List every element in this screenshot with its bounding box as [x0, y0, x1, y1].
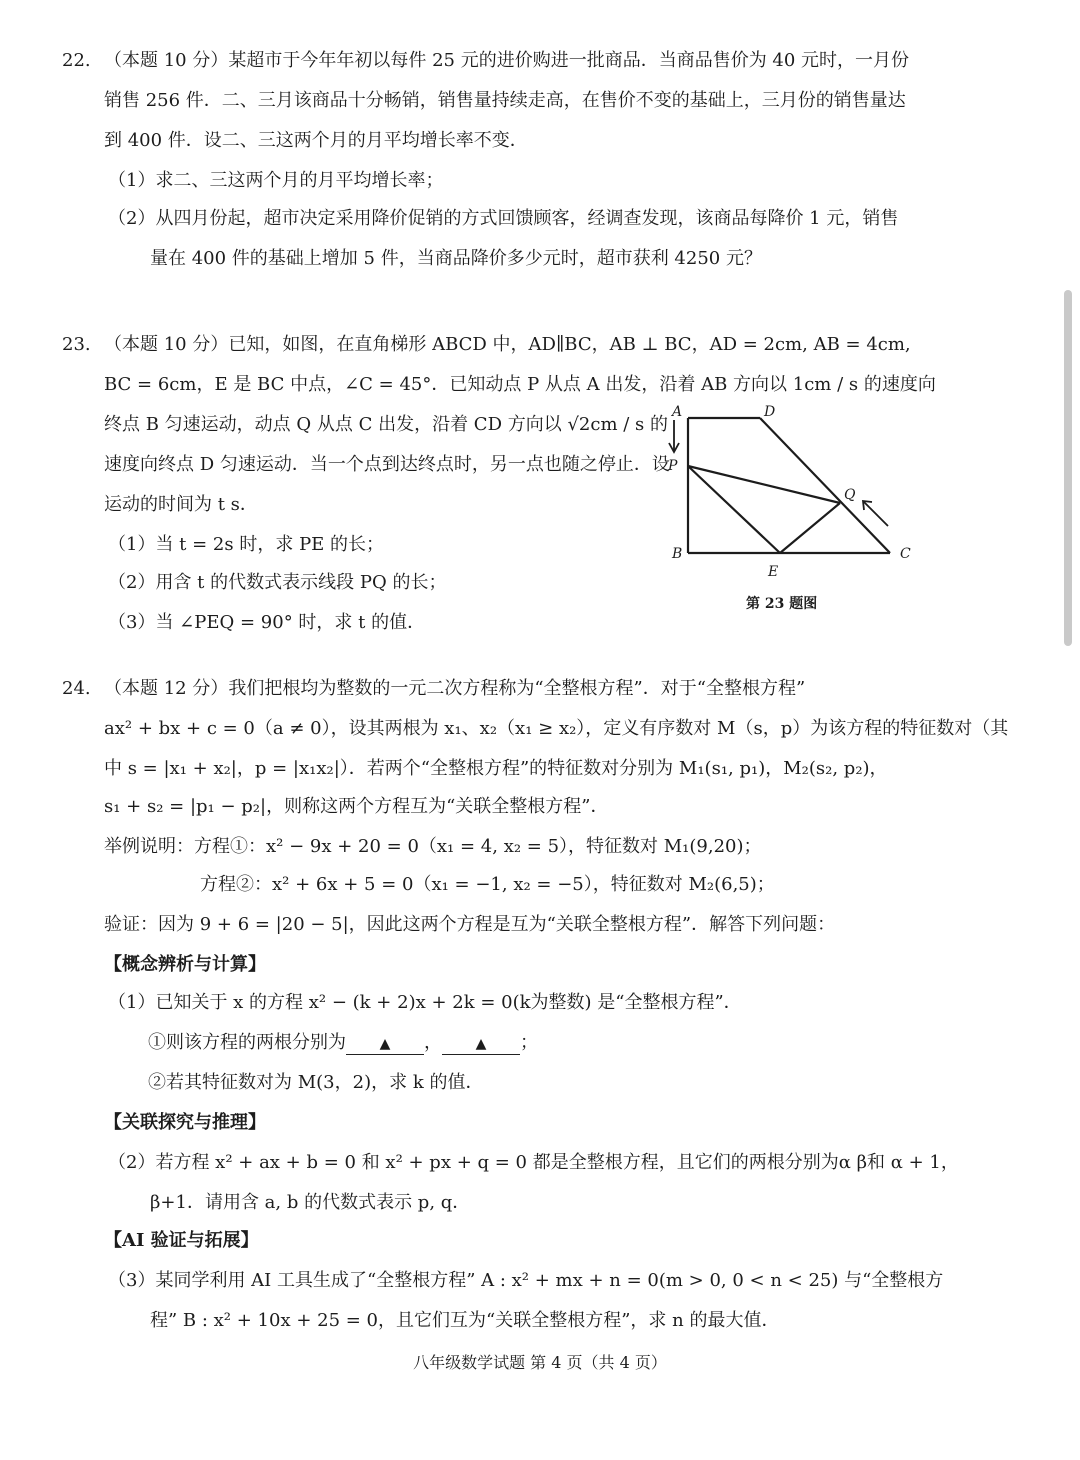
q24-part-3: （3）某同学利用 AI 工具生成了“全整根方程” A : x² + mx + n = 0(m > 0, 0 < n < 25) 与“全整根方 [108, 1270, 944, 1291]
label-e: E [768, 564, 779, 580]
q22-line-2: 销售 256 件．二、三月该商品十分畅销，销售量持续走高，在售价不变的基础上，三月份的销售量达 [104, 90, 906, 111]
q24-example-2: 方程②：x² + 6x + 5 = 0（x₁ = −1, x₂ = −5），特征数对 M₂(6,5)； [200, 874, 775, 895]
figure-caption: 第 23 题图 [746, 596, 818, 612]
q24-part-1a-text: ①则该方程的两根分别为 [148, 1032, 346, 1053]
segment-pe [688, 466, 780, 553]
q22-part-2: （2）从四月份起，超市决定采用降价促销的方式回馈顾客，经调查发现，该商品每降价 1 元，销售 [108, 208, 899, 229]
q22-part-2-cont: 量在 400 件的基础上增加 5 件，当商品降价多少元时，超市获利 4250 元？ [150, 248, 762, 269]
q23-figure [660, 398, 920, 618]
label-d: D [764, 404, 776, 420]
q24-verify: 验证：因为 9 + 6 = |20 − 5|，因此这两个方程是互为“关联全整根方程”．解答下列问题： [104, 914, 836, 935]
segment-dc [760, 418, 890, 553]
q22-part-1: （1）求二、三这两个月的月平均增长率； [108, 170, 444, 191]
q22-line-3: 到 400 件．设二、三这两个月的月平均增长率不变． [104, 130, 528, 151]
label-b: B [672, 546, 683, 562]
answer-blank-1[interactable]: ▲ [346, 1034, 424, 1055]
q22-line-1: （本题 10 分）某超市于今年年初以每件 25 元的进价购进一批商品．当商品售价为 40 元时，一月份 [104, 50, 910, 71]
q24-number: 24. [62, 678, 91, 699]
q24-part-2-cont: β+1．请用含 a, b 的代数式表示 p, q． [150, 1192, 471, 1213]
q23-part-2: （2）用含 t 的代数式表示线段 PQ 的长； [108, 572, 447, 593]
q24-line-1: （本题 12 分）我们把根均为整数的一元二次方程称为“全整根方程”．对于“全整根方程” [104, 678, 806, 699]
section-concept: 【概念辨析与计算】 [104, 954, 266, 975]
q23-number: 23. [62, 334, 91, 355]
q23-part-3: （3）当 ∠PEQ = 90° 时，求 t 的值． [108, 612, 426, 633]
page-footer: 八年级数学试题 第 4 页（共 4 页） [413, 1353, 667, 1372]
section-explore: 【关联探究与推理】 [104, 1112, 266, 1133]
q24-part-1a-end: ； [520, 1032, 538, 1053]
label-q: Q [844, 487, 856, 503]
scrollbar-thumb[interactable] [1064, 290, 1072, 646]
q23-line-1: （本题 10 分）已知，如图，在直角梯形 ABCD 中，AD∥BC，AB ⊥ BC，AD = 2cm, AB = 4cm, [104, 334, 911, 355]
q24-line-3: 中 s = |x₁ + x₂|，p = |x₁x₂|）．若两个“全整根方程”的特征数对分别为 M₁(s₁, p₁)，M₂(s₂, p₂)， [104, 758, 888, 779]
q24-part-1: （1）已知关于 x 的方程 x² − (k + 2)x + 2k = 0(k为整数) 是“全整根方程”． [108, 992, 742, 1013]
segment-pq [688, 466, 840, 503]
label-p: P [668, 458, 678, 474]
q22-number: 22. [62, 50, 91, 71]
q24-line-4: s₁ + s₂ = |p₁ − p₂|，则称这两个方程互为“关联全整根方程”． [104, 796, 609, 817]
q24-part-2: （2）若方程 x² + ax + b = 0 和 x² + px + q = 0 都是全整根方程，且它们的两根分别为α β和 α + 1， [108, 1152, 959, 1173]
q24-part-1b: ②若其特征数对为 M(3，2)，求 k 的值． [148, 1072, 484, 1093]
label-a: A [672, 404, 683, 420]
answer-blank-2[interactable]: ▲ [442, 1034, 520, 1055]
label-c: C [900, 546, 911, 562]
q24-example-1: 举例说明：方程①：x² − 9x + 20 = 0（x₁ = 4, x₂ = 5），特征数对 M₁(9,20)； [104, 836, 762, 857]
q24-line-2: ax² + bx + c = 0（a ≠ 0），设其两根为 x₁、x₂（x₁ ≥ x₂），定义有序数对 M（s，p）为该方程的特征数对（其 [104, 718, 1009, 739]
q23-line-5: 运动的时间为 t s． [104, 494, 258, 515]
q24-part-1a [148, 1030, 538, 1056]
q23-line-4: 速度向终点 D 匀速运动．当一个点到达终点时，另一点也随之停止．设 [104, 454, 670, 475]
segment-eq [780, 503, 840, 553]
q23-part-1: （1）当 t = 2s 时，求 PE 的长； [108, 534, 385, 555]
q24-part-3-cont: 程” B : x² + 10x + 25 = 0，且它们互为“关联全整根方程”，求 n 的最大值． [150, 1310, 780, 1331]
q24-part-1a-sep: ， [424, 1032, 442, 1053]
arrow-q-direction [864, 502, 888, 526]
section-ai: 【AI 验证与拓展】 [104, 1230, 259, 1251]
q23-line-3: 终点 B 匀速运动，动点 Q 从点 C 出发，沿着 CD 方向以 √2cm / s 的 [104, 414, 668, 435]
q23-line-2: BC = 6cm，E 是 BC 中点，∠C = 45°．已知动点 P 从点 A 出发，沿着 AB 方向以 1cm / s 的速度向 [104, 374, 936, 395]
